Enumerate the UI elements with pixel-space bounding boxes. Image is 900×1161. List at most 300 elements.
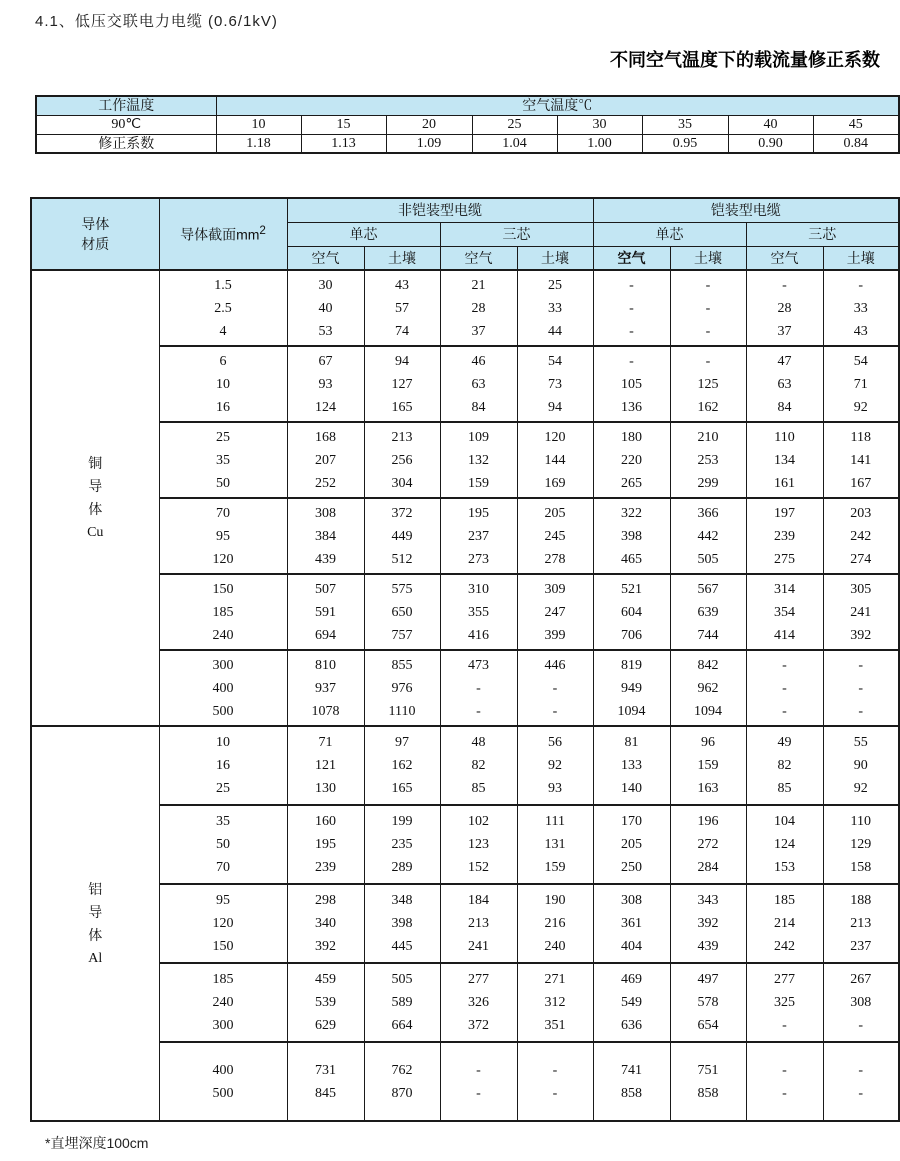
- ampacity-value: 237: [468, 528, 489, 544]
- ampacity-cell: [517, 884, 593, 963]
- ampacity-value: 97: [395, 735, 409, 750]
- cross-section-value: 240: [212, 995, 234, 1010]
- ampacity-value: 46: [471, 353, 486, 369]
- core-type-header: 三芯: [440, 222, 593, 246]
- ampacity-value: 85: [471, 781, 486, 796]
- ampacity-value: 125: [697, 376, 719, 392]
- cross-section-value: 6: [219, 353, 227, 369]
- ampacity-cell: [440, 574, 517, 650]
- ampacity-value: 37: [471, 323, 486, 339]
- environment-header: 空气: [746, 246, 823, 270]
- ampacity-value: 153: [774, 860, 795, 875]
- cross-section-value: 240: [212, 627, 234, 643]
- air-temp-value: 15: [301, 115, 386, 134]
- ampacity-value: 196: [697, 814, 719, 829]
- ampacity-value: 521: [621, 581, 642, 597]
- ampacity-value: 165: [391, 399, 413, 415]
- ampacity-value: 762: [391, 1062, 413, 1078]
- ampacity-value: 92: [853, 781, 868, 796]
- conductor-material-line: 体: [88, 501, 103, 517]
- ampacity-value: 277: [774, 972, 795, 987]
- ampacity-value: -: [476, 680, 481, 696]
- ampacity-cell: [364, 650, 440, 726]
- ampacity-cell: [823, 498, 899, 574]
- ampacity-value: 82: [471, 758, 486, 773]
- ampacity-value: 664: [391, 1018, 413, 1033]
- ampacity-value: 372: [391, 505, 413, 521]
- core-type-header: 单芯: [593, 222, 746, 246]
- ampacity-cell: [364, 963, 440, 1042]
- ampacity-value: 242: [850, 528, 872, 544]
- ampacity-cell: [287, 650, 364, 726]
- cross-section-value: 120: [212, 551, 234, 567]
- air-temp-value: 45: [813, 115, 899, 134]
- ampacity-value: -: [476, 703, 481, 719]
- ampacity-value: 161: [774, 475, 795, 491]
- cross-section-cell: [159, 270, 287, 346]
- ampacity-value: 28: [777, 300, 792, 316]
- cross-section-header: 导体截面$mm^2$: [159, 198, 287, 270]
- ampacity-value: 185: [774, 893, 795, 908]
- ampacity-value: 459: [315, 972, 336, 987]
- ampacity-value: 43: [395, 277, 409, 293]
- ampacity-cell: [364, 726, 440, 805]
- cross-section-value: 95: [216, 528, 230, 544]
- ampacity-value: -: [705, 277, 711, 293]
- ampacity-value: 235: [391, 837, 413, 852]
- ampacity-value: 33: [548, 300, 562, 316]
- ampacity-value: 654: [697, 1018, 719, 1033]
- cross-section-cell: [159, 650, 287, 726]
- ampacity-cell: [823, 650, 899, 726]
- cross-section-value: 500: [212, 1085, 234, 1101]
- ampacity-value: -: [476, 1085, 481, 1101]
- armored-cable-header: 铠装型电缆: [593, 198, 899, 222]
- cross-section-value: 25: [216, 781, 230, 796]
- ampacity-value: 351: [544, 1018, 566, 1033]
- ampacity-value: 188: [850, 893, 872, 908]
- work-temp-value: 90℃: [36, 115, 216, 134]
- cross-section-cell: [159, 726, 287, 805]
- main-header-row-1: [31, 198, 899, 222]
- cross-section-value: 50: [216, 475, 230, 491]
- ampacity-value: 299: [697, 475, 719, 491]
- ampacity-value: 74: [395, 323, 409, 339]
- size-block-row: [31, 805, 899, 884]
- ampacity-cell: [746, 963, 823, 1042]
- cross-section-cell: [159, 963, 287, 1042]
- ampacity-value: -: [782, 680, 787, 696]
- ampacity-value: 256: [391, 452, 413, 468]
- correction-header-row: [36, 96, 899, 115]
- ampacity-value: 121: [315, 758, 336, 773]
- ampacity-value: 71: [853, 376, 868, 392]
- ampacity-cell: [670, 422, 746, 498]
- cross-section-value: 35: [216, 814, 230, 829]
- conductor-material-line: 导: [88, 478, 103, 494]
- ampacity-value: 326: [468, 995, 489, 1010]
- ampacity-value: 250: [621, 860, 642, 875]
- ampacity-value: 398: [621, 528, 642, 544]
- ampacity-value: 37: [777, 323, 792, 339]
- ampacity-cell: [517, 963, 593, 1042]
- ampacity-cell: [287, 574, 364, 650]
- ampacity-value: 47: [777, 353, 792, 369]
- ampacity-value: 1110: [388, 703, 416, 719]
- ampacity-value: 213: [468, 916, 489, 931]
- ampacity-value: 706: [621, 627, 642, 643]
- ampacity-value: 589: [391, 995, 413, 1010]
- air-temp-value: 10: [216, 115, 301, 134]
- ampacity-value: 242: [774, 939, 795, 954]
- ampacity-value: 213: [391, 429, 413, 445]
- ampacity-value: 289: [391, 860, 413, 875]
- ampacity-value: 310: [468, 581, 489, 597]
- ampacity-value: 629: [315, 1018, 336, 1033]
- ampacity-cell: [287, 805, 364, 884]
- ampacity-cell: [364, 270, 440, 346]
- conductor-material-line: Cu: [87, 525, 104, 540]
- cross-section-cell: [159, 346, 287, 422]
- ampacity-value: 265: [621, 475, 642, 491]
- ampacity-value: 304: [391, 475, 413, 491]
- ampacity-value: 962: [697, 680, 719, 696]
- ampacity-cell: [670, 726, 746, 805]
- ampacity-value: 445: [391, 939, 413, 954]
- ampacity-value: -: [629, 353, 634, 369]
- ampacity-value: 184: [468, 893, 489, 908]
- ampacity-value: 214: [774, 916, 795, 931]
- ampacity-value: 414: [774, 627, 795, 643]
- ampacity-value: 130: [315, 781, 336, 796]
- conductor-material-line: 导: [88, 903, 103, 920]
- ampacity-value: 1094: [694, 703, 722, 719]
- coeff-value: 0.90: [728, 134, 813, 153]
- ampacity-cell: [440, 1042, 517, 1121]
- section-title: 4.1、低压交联电力电缆 (0.6/1kV): [35, 13, 278, 30]
- ampacity-value: -: [858, 680, 864, 696]
- ampacity-value: 355: [468, 604, 489, 620]
- ampacity-value: 163: [697, 781, 719, 796]
- cross-section-cell: [159, 422, 287, 498]
- core-type-header: 三芯: [746, 222, 899, 246]
- ampacity-value: 44: [548, 323, 562, 339]
- ampacity-value: 354: [774, 604, 795, 620]
- ampacity-value: 28: [471, 300, 486, 316]
- ampacity-value: 392: [850, 627, 872, 643]
- ampacity-cell: [287, 422, 364, 498]
- conductor-material-line: 铝: [88, 880, 103, 897]
- ampacity-value: 110: [850, 814, 871, 829]
- ampacity-value: 43: [853, 323, 868, 339]
- ampacity-value: 870: [391, 1085, 413, 1101]
- ampacity-value: 160: [315, 814, 336, 829]
- ampacity-value: 25: [548, 277, 562, 293]
- ampacity-cell: [593, 270, 670, 346]
- ampacity-value: 361: [621, 916, 642, 931]
- cross-section-value: 70: [216, 505, 230, 521]
- ampacity-value: 810: [315, 657, 336, 673]
- ampacity-cell: [517, 726, 593, 805]
- ampacity-value: 751: [697, 1062, 719, 1078]
- ampacity-cell: [364, 805, 440, 884]
- ampacity-cell: [823, 805, 899, 884]
- ampacity-value: 308: [850, 995, 872, 1010]
- ampacity-value: 348: [391, 893, 413, 908]
- ampacity-value: 165: [391, 781, 413, 796]
- ampacity-value: 322: [621, 505, 642, 521]
- ampacity-cell: [440, 270, 517, 346]
- ampacity-cell: [823, 963, 899, 1042]
- ampacity-value: 109: [468, 429, 489, 445]
- ampacity-value: 48: [471, 735, 486, 750]
- core-type-header: 单芯: [287, 222, 440, 246]
- ampacity-value: -: [476, 1062, 481, 1078]
- ampacity-value: 152: [468, 860, 489, 875]
- ampacity-cell: [593, 498, 670, 574]
- ampacity-value: 384: [315, 528, 336, 544]
- size-block-row: [31, 270, 899, 346]
- ampacity-value: 1094: [617, 703, 646, 719]
- ampacity-value: 180: [621, 429, 642, 445]
- coeff-value: 0.84: [813, 134, 899, 153]
- ampacity-value: 744: [697, 627, 719, 643]
- ampacity-cell: [440, 805, 517, 884]
- ampacity-value: 92: [548, 758, 562, 773]
- ampacity-value: 216: [544, 916, 566, 931]
- cross-section-value: 16: [216, 758, 230, 773]
- ampacity-value: 512: [391, 551, 413, 567]
- cross-section-value: 25: [216, 429, 230, 445]
- ampacity-value: 127: [391, 376, 413, 392]
- ampacity-value: 90: [853, 758, 868, 773]
- ampacity-cell: [517, 805, 593, 884]
- ampacity-value: 220: [621, 452, 642, 468]
- conductor-material-line: Al: [88, 950, 103, 966]
- ampacity-value: 93: [548, 781, 562, 796]
- ampacity-value: 275: [774, 551, 795, 567]
- ampacity-value: 949: [621, 680, 642, 696]
- ampacity-cell: [287, 1042, 364, 1121]
- ampacity-value: 312: [544, 995, 566, 1010]
- ampacity-value: 40: [318, 300, 333, 316]
- conductor-material-cell: [31, 726, 159, 1121]
- ampacity-cell: [746, 726, 823, 805]
- ampacity-value: 53: [318, 323, 333, 339]
- ampacity-cell: [823, 884, 899, 963]
- ampacity-value: 366: [697, 505, 719, 521]
- ampacity-value: 1078: [311, 703, 340, 719]
- ampacity-cell: [440, 650, 517, 726]
- ampacity-cell: [593, 963, 670, 1042]
- ampacity-value: 56: [548, 735, 562, 750]
- ampacity-value: 159: [697, 758, 719, 773]
- ampacity-value: 133: [621, 758, 642, 773]
- ampacity-cell: [287, 884, 364, 963]
- ampacity-value: 199: [391, 814, 413, 829]
- ampacity-value: 140: [621, 781, 642, 796]
- ampacity-value: 124: [315, 399, 336, 415]
- ampacity-value: 197: [774, 505, 795, 521]
- ampacity-value: 399: [544, 627, 566, 643]
- ampacity-value: 96: [701, 735, 715, 750]
- ampacity-value: 169: [544, 475, 566, 491]
- ampacity-value: -: [782, 657, 787, 673]
- ampacity-cell: [746, 884, 823, 963]
- environment-header: 空气: [440, 246, 517, 270]
- cross-section-value: 10: [216, 376, 230, 392]
- work-temp-header: 工作温度: [36, 96, 216, 115]
- ampacity-table: [30, 197, 900, 1122]
- ampacity-cell: [593, 574, 670, 650]
- air-temp-header: 空气温度℃: [216, 96, 899, 115]
- ampacity-value: -: [782, 277, 787, 293]
- ampacity-cell: [287, 726, 364, 805]
- ampacity-value: 162: [697, 399, 719, 415]
- ampacity-cell: [746, 270, 823, 346]
- ampacity-value: 855: [391, 657, 413, 673]
- ampacity-value: 497: [697, 972, 719, 987]
- ampacity-value: 272: [697, 837, 719, 852]
- ampacity-value: 55: [853, 735, 868, 750]
- temperature-correction-table: [35, 95, 900, 154]
- ampacity-value: 340: [315, 916, 336, 931]
- ampacity-value: 278: [544, 551, 566, 567]
- ampacity-cell: [670, 650, 746, 726]
- ampacity-cell: [517, 422, 593, 498]
- ampacity-value: -: [782, 1018, 787, 1033]
- ampacity-value: 442: [697, 528, 719, 544]
- ampacity-cell: [593, 650, 670, 726]
- ampacity-value: 639: [697, 604, 719, 620]
- ampacity-cell: [364, 422, 440, 498]
- cross-section-value: 400: [212, 1062, 234, 1078]
- ampacity-value: 247: [544, 604, 566, 620]
- ampacity-value: -: [552, 1085, 558, 1101]
- ampacity-value: 372: [468, 1018, 489, 1033]
- ampacity-value: 449: [391, 528, 413, 544]
- ampacity-value: 567: [697, 581, 719, 597]
- ampacity-value: 277: [468, 972, 489, 987]
- correction-table-title: 不同空气温度下的载流量修正系数: [610, 50, 880, 70]
- ampacity-value: 308: [315, 505, 336, 521]
- ampacity-value: 404: [621, 939, 642, 954]
- conductor-material-line: 体: [88, 926, 103, 943]
- cross-section-value: 2.5: [214, 300, 232, 316]
- environment-header: 土壤: [364, 246, 440, 270]
- ampacity-value: 84: [777, 399, 792, 415]
- ampacity-value: 858: [697, 1085, 719, 1101]
- ampacity-value: 273: [468, 551, 489, 567]
- ampacity-value: 267: [850, 972, 872, 987]
- ampacity-value: 241: [468, 939, 489, 954]
- ampacity-value: 507: [315, 581, 336, 597]
- ampacity-value: -: [629, 323, 634, 339]
- ampacity-value: 239: [774, 528, 795, 544]
- ampacity-cell: [670, 346, 746, 422]
- ampacity-cell: [440, 884, 517, 963]
- ampacity-value: 210: [697, 429, 719, 445]
- ampacity-value: 274: [850, 551, 872, 567]
- ampacity-cell: [364, 346, 440, 422]
- ampacity-value: 132: [468, 452, 489, 468]
- ampacity-value: 636: [621, 1018, 642, 1033]
- ampacity-value: 439: [697, 939, 719, 954]
- ampacity-value: 195: [468, 505, 489, 521]
- ampacity-cell: [593, 1042, 670, 1121]
- ampacity-value: 104: [774, 814, 795, 829]
- ampacity-cell: [593, 346, 670, 422]
- ampacity-value: 253: [697, 452, 719, 468]
- cross-section-cell: [159, 1042, 287, 1121]
- ampacity-value: 195: [315, 837, 336, 852]
- cross-section-value: 4: [219, 323, 227, 339]
- ampacity-value: 190: [544, 893, 566, 908]
- ampacity-value: 392: [697, 916, 719, 931]
- ampacity-value: 81: [624, 735, 639, 750]
- ampacity-value: 134: [774, 452, 795, 468]
- ampacity-value: 144: [544, 452, 566, 468]
- ampacity-value: 120: [544, 429, 566, 445]
- ampacity-value: 131: [544, 837, 566, 852]
- ampacity-cell: [364, 884, 440, 963]
- ampacity-value: 33: [853, 300, 868, 316]
- conductor-material-line: 铜: [88, 455, 103, 471]
- ampacity-cell: [287, 270, 364, 346]
- ampacity-cell: [287, 498, 364, 574]
- ampacity-cell: [517, 270, 593, 346]
- ampacity-value: 93: [318, 376, 333, 392]
- ampacity-value: 694: [315, 627, 336, 643]
- environment-header: 土壤: [517, 246, 593, 270]
- ampacity-cell: [823, 270, 899, 346]
- ampacity-cell: [670, 574, 746, 650]
- ampacity-cell: [823, 1042, 899, 1121]
- ampacity-value: 167: [850, 475, 872, 491]
- ampacity-value: -: [552, 1062, 558, 1078]
- air-temp-value: 35: [642, 115, 728, 134]
- ampacity-cell: [746, 1042, 823, 1121]
- ampacity-value: 49: [777, 735, 792, 750]
- ampacity-value: 111: [545, 814, 565, 829]
- ampacity-value: 162: [391, 758, 413, 773]
- air-temp-value: 40: [728, 115, 813, 134]
- ampacity-cell: [593, 805, 670, 884]
- cross-section-value: 70: [216, 860, 230, 875]
- ampacity-value: 105: [621, 376, 642, 392]
- cross-section-value: 16: [216, 399, 230, 415]
- size-block-row: [31, 1042, 899, 1121]
- ampacity-value: 158: [850, 860, 872, 875]
- ampacity-value: 845: [315, 1085, 336, 1101]
- ampacity-value: -: [782, 1062, 787, 1078]
- ampacity-value: 240: [544, 939, 566, 954]
- ampacity-value: 237: [850, 939, 872, 954]
- ampacity-value: 85: [777, 781, 792, 796]
- ampacity-cell: [746, 498, 823, 574]
- size-block-row: [31, 963, 899, 1042]
- cross-section-value: 185: [212, 972, 234, 987]
- ampacity-cell: [364, 498, 440, 574]
- ampacity-value: 239: [315, 860, 336, 875]
- ampacity-cell: [517, 346, 593, 422]
- ampacity-value: 84: [471, 399, 486, 415]
- air-temp-value: 20: [386, 115, 472, 134]
- environment-header: 空气: [593, 246, 670, 270]
- size-block-row: [31, 884, 899, 963]
- ampacity-value: 309: [544, 581, 566, 597]
- ampacity-cell: [364, 574, 440, 650]
